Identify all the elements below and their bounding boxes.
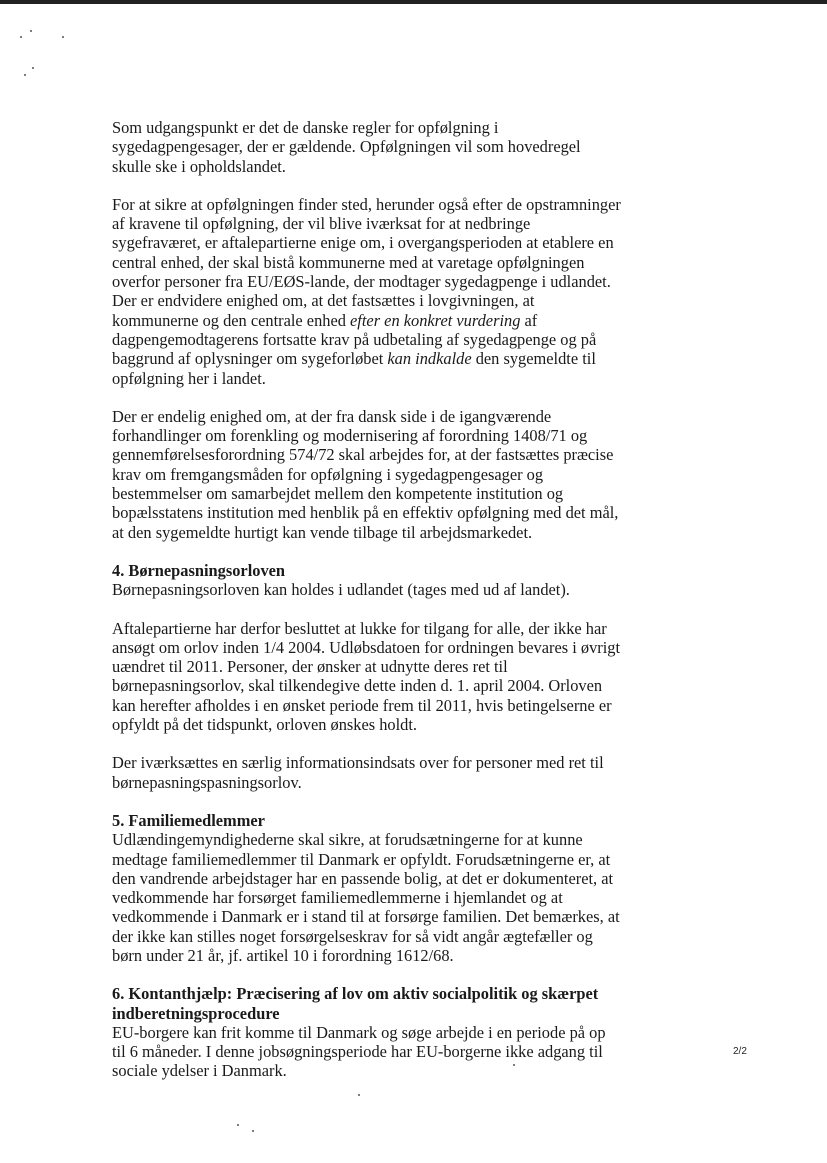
emphasis-kan-indkalde: kan indkalde <box>387 349 472 369</box>
paragraph-opfoelgning-udgangspunkt: Som udgangspunkt er det de danske regler for opfølgning i sygedagpengesager, der er gældende. Opfølgningen vil som hovedregel skulle ske i opholdslandet. <box>112 118 581 176</box>
paragraph-central-enhed-text-a: For at sikre at opfølgningen finder sted, herunder også efter de opstramninger af kravene til opfølgning, der vil blive iværksat for at nedbringe sygefraværet, er aftalepartierne enige om, i overgangsperioden at etablere en central enhed, der skal bistå kommunerne med at varetage opfølgningen overfor personer fra EU/EØS-lande, der modtager sygedagpenge i udlandet. Der er endvidere enighed om, at det fastsættes i lovgivningen, at kommunerne og den centrale enhed <box>112 194 621 330</box>
document-body <box>112 118 622 1100</box>
top-edge-rule <box>0 0 827 4</box>
paragraph-central-enhed-text-c: den sygemeldte til opfølgning her i landet. <box>112 349 596 388</box>
page-number: 2/2 <box>733 1046 747 1057</box>
paragraph-forordning-forhandlinger: Der er endelig enighed om, at der fra dansk side i de igangværende forhandlinger om forenkling og modernisering af forordning 1408/71 og gennemførelsesforordning 574/72 skal arbejdes for, at der fastsættes præcise krav om fremgangsmåden for opfølgning i sygedagpengesager og bestemmelser om samarbejdet mellem den kompetente institution og bopælsstatens institution med henblik på en effektiv opfølgning med det mål, at den sygemeldte hurtigt kan vende tilbage til arbejdsmarkedet. <box>112 406 619 542</box>
section-heading-kontanthjaelp: 6. Kontanthjælp: Præcisering af lov om aktiv socialpolitik og skærpet indberetningsprocedure <box>112 984 599 1023</box>
scan-speck <box>32 67 34 69</box>
section-heading-familiemedlemmer: 5. Familiemedlemmer <box>112 810 265 830</box>
paragraph-central-enhed <box>112 195 622 388</box>
section-heading-boernepasningsorloven: 4. Børnepasningsorloven <box>112 560 286 580</box>
paragraph-lukke-for-tilgang: Aftalepartierne har derfor besluttet at lukke for tilgang for alle, der ikke har ansøgt om orlov inden 1/4 2004. Udløbsdatoen for ordningen bevares i øvrigt uændret til 2011. Personer, der ønsker at udnytte deres ret til børnepasningsorlov, skal tilkendegive dette inden d. 1. april 2004. Orloven kan herefter afholdes i en ønsket periode frem til 2011, hvis betingelserne er opfyldt på det tidspunkt, orloven ønskes holdt. <box>112 618 621 735</box>
scan-speck <box>62 36 64 38</box>
scan-speck <box>24 74 26 76</box>
scan-speck <box>252 1130 254 1132</box>
emphasis-konkret-vurdering: efter en konkret vurdering <box>350 310 521 330</box>
paragraph-central-enhed-text-b: af dagpengemodtagerens fortsatte krav på udbetaling af sygedagpenge og på baggrund af oplysninger om sygeforløbet <box>112 310 597 369</box>
paragraph-eu-borgere: EU-borgere kan frit komme til Danmark og søge arbejde i en periode på op til 6 måneder. I denne jobsøgningsperiode har EU-borgerne ikke adgang til sociale ydelser i Danmark. <box>112 1022 606 1081</box>
scan-speck <box>20 36 22 38</box>
paragraph-informationsindsats: Der iværksættes en særlig informationsindsats over for personer med ret til børnepasningspasningsorlov. <box>112 753 604 792</box>
paragraph-boernepasningsorlov-udlandet: Børnepasningsorloven kan holdes i udlandet (tages med ud af landet). <box>112 580 570 600</box>
scan-speck <box>30 30 32 32</box>
paragraph-familiemedlemmer: Udlændingemyndighederne skal sikre, at forudsætningerne for at kunne medtage familiemedlemmer til Danmark er opfyldt. Forudsætningerne er, at den vandrende arbejdstager har en passende bolig, at det er dokumenteret, at vedkommende har forsørget familiemedlemmerne i hjemlandet og at vedkommende i Danmark er i stand til at forsørge familien. Det bemærkes, at der ikke kan stilles noget forsørgelseskrav for så vidt angår ægtefæller og børn under 21 år, jf. artikel 10 i forordning 1612/68. <box>112 830 620 965</box>
scan-speck <box>237 1124 239 1126</box>
